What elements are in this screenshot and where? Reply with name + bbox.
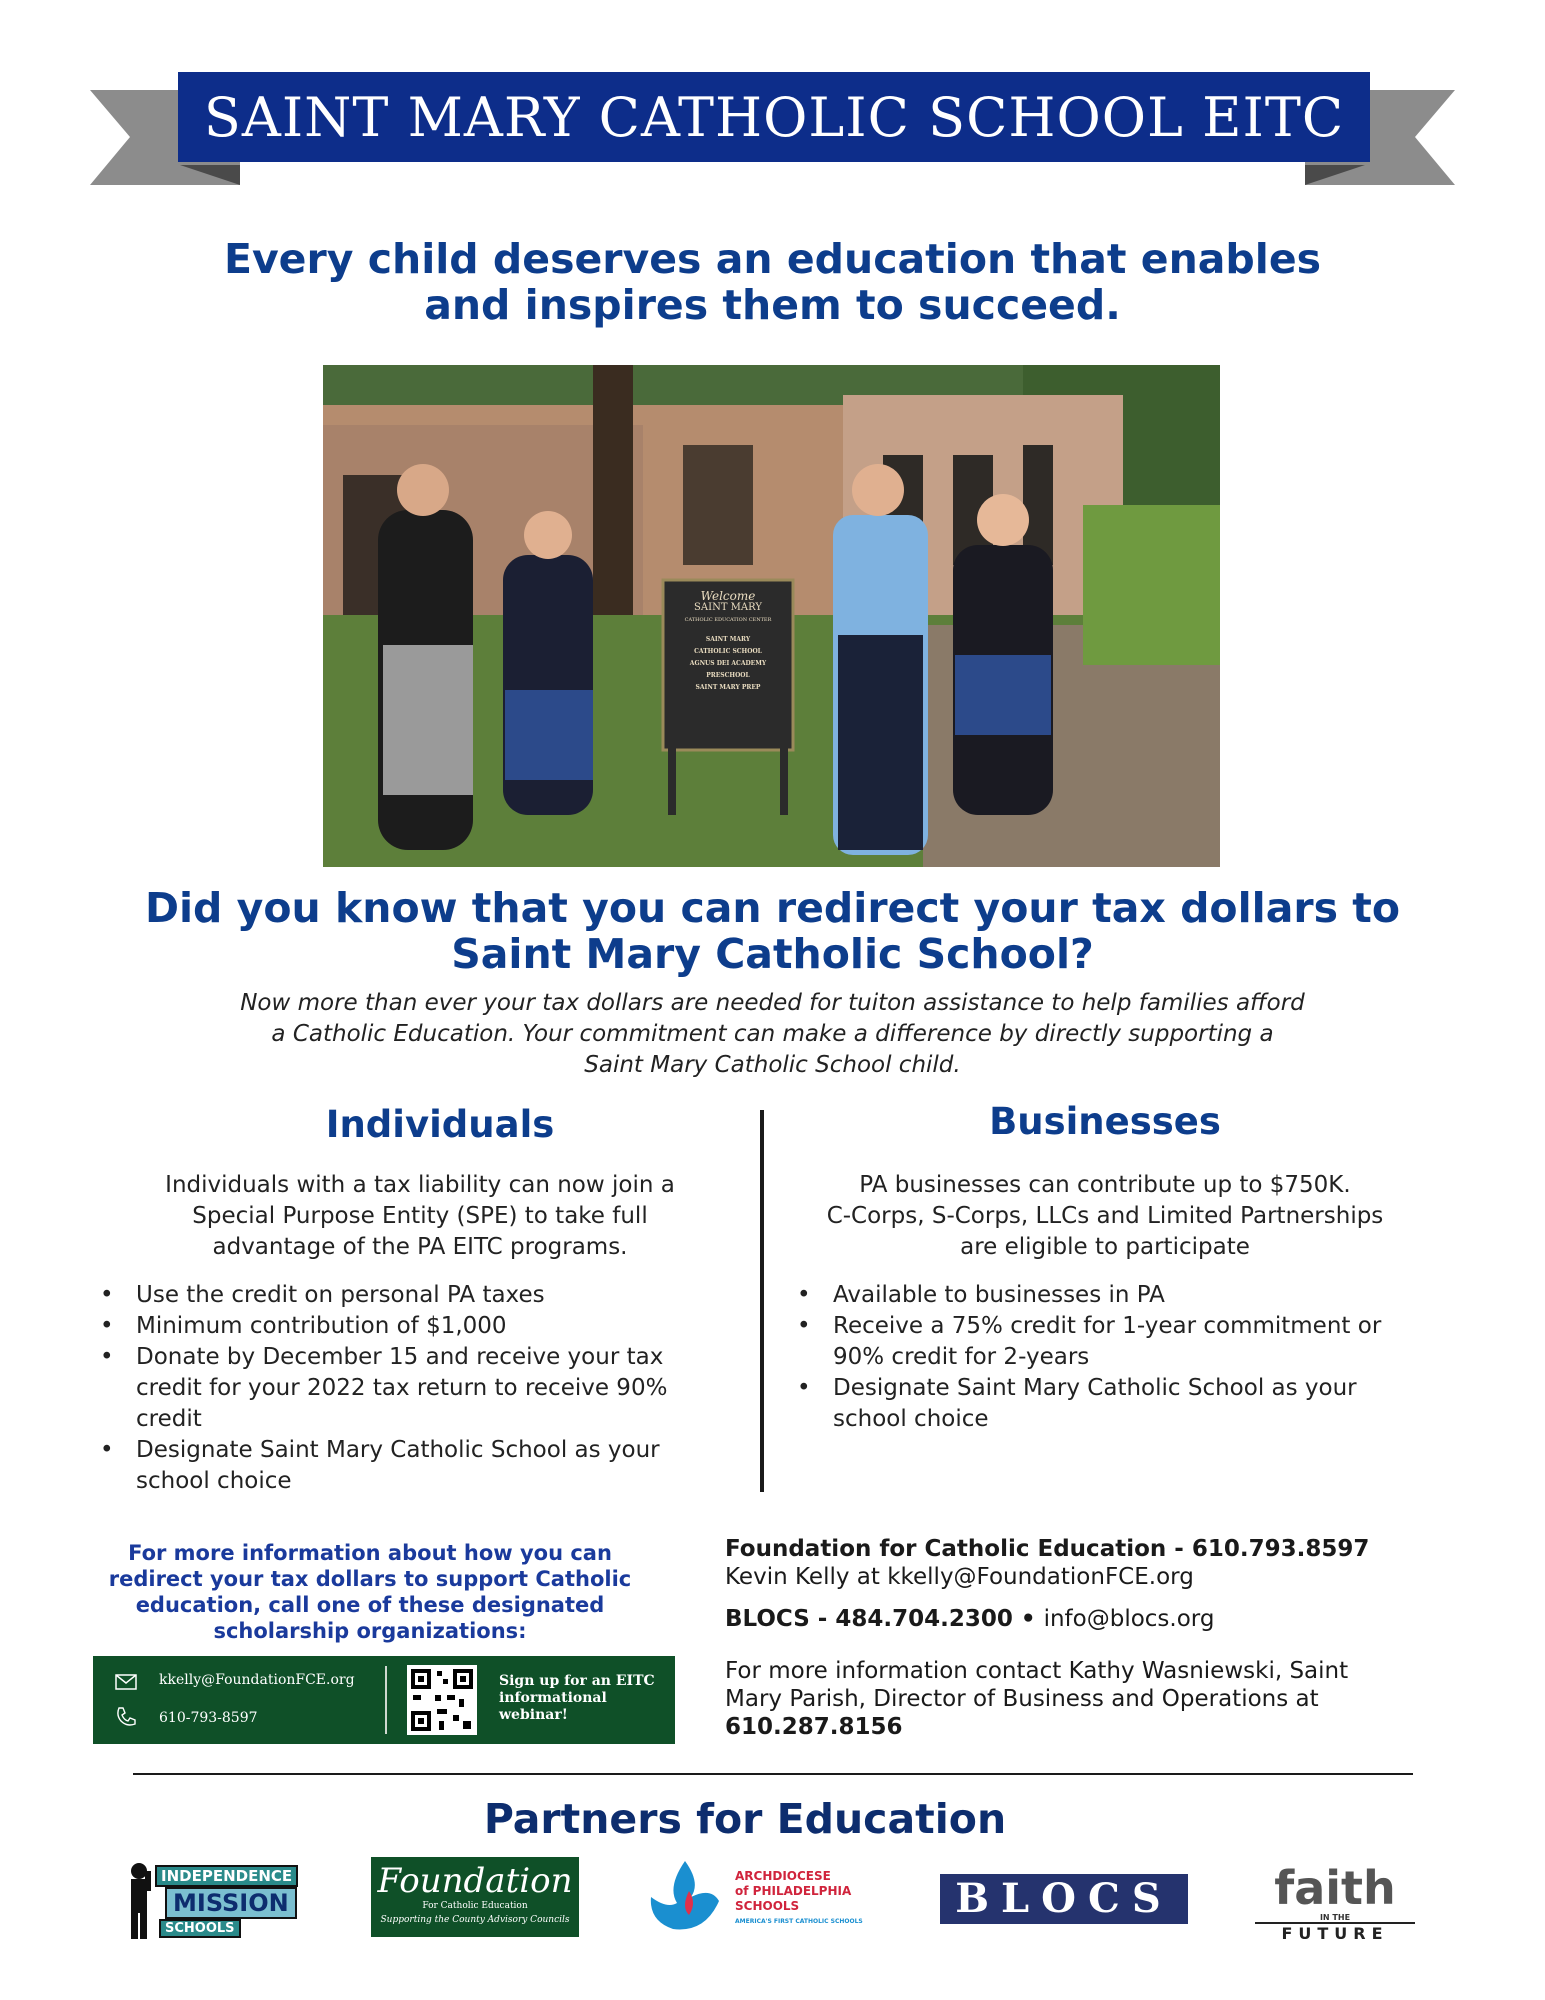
- sign-school-2: CATHOLIC SCHOOL: [694, 648, 762, 655]
- list-item: • Minimum contribution of $1,000: [96, 1311, 726, 1342]
- businesses-list: [793, 1280, 1393, 1435]
- section-divider: [133, 1773, 1413, 1775]
- qr-code-icon[interactable]: [407, 1665, 477, 1735]
- businesses-text: PA businesses can contribute up to $750K. C-Corps, S-Corps, LLCs and Limited Partnerships are eligible to participate: [826, 1172, 1384, 1260]
- individuals-text: Individuals with a tax liability can now join a Special Purpose Entity (SPE) to take full advantage of the PA EITC programs.: [165, 1172, 675, 1260]
- list-item: • Designate Saint Mary Catholic School as your school choice: [96, 1435, 726, 1497]
- list-item: • Receive a 75% credit for 1-year commitment or 90% credit for 2-years: [793, 1311, 1393, 1373]
- child-silhouette-icon: [125, 1861, 157, 1941]
- list-item: • Available to businesses in PA: [793, 1280, 1393, 1311]
- parish-phone[interactable]: 610.287.8156: [725, 1714, 903, 1740]
- individuals-list: [96, 1280, 726, 1497]
- fce-line: Foundation for Catholic Education - 610.793.8597: [725, 1536, 1370, 1562]
- individuals-title: Individuals: [325, 1103, 555, 1146]
- box-divider: [385, 1666, 387, 1734]
- more-info-text: For more information about how you can redirect your tax dollars to support Catholic education, call one of these designated scholarship organizations:: [108, 1541, 632, 1643]
- sign-academy-2: PRESCHOOL: [706, 672, 750, 679]
- blocs-line: BLOCS - 484.704.2300 • info@blocs.org: [725, 1606, 1215, 1632]
- phone-icon: [115, 1706, 137, 1728]
- column-divider: [760, 1110, 764, 1492]
- question-headline: Did you know that you can redirect your tax dollars to Saint Mary Catholic School?: [144, 884, 1401, 978]
- fce-phone[interactable]: 610.793.8597: [1191, 1536, 1370, 1562]
- sign-school-1: SAINT MARY: [705, 636, 751, 643]
- partners-title: Partners for Education: [483, 1795, 1007, 1843]
- foundation-logo: Foundation For Catholic Education Supporting the County Advisory Councils: [371, 1857, 579, 1937]
- sign-welcome: Welcome: [700, 589, 756, 603]
- archdiocese-logo: ARCHDIOCESE of PHILADELPHIA SCHOOLS AMERICA'S FIRST CATHOLIC SCHOOLS: [645, 1855, 905, 1945]
- sign-center: CATHOLIC EDUCATION CENTER: [684, 617, 772, 623]
- blocs-logo: BLOCS: [940, 1874, 1188, 1924]
- list-item: • Donate by December 15 and receive your tax credit for your 2022 tax return to receive 90% credit: [96, 1342, 726, 1435]
- dove-flame-icon: [645, 1857, 725, 1937]
- parish-contact: For more information contact Kathy Wasniewski, Saint Mary Parish, Director of Business and Operations at 610.287.8156: [725, 1658, 1349, 1740]
- fce-contact: Kevin Kelly at kkelly@FoundationFCE.org: [725, 1564, 1194, 1590]
- sign-academy-1: AGNUS DEI ACADEMY: [689, 660, 767, 667]
- sign-name: SAINT MARY: [694, 602, 762, 613]
- faith-in-the-future-logo: faith IN THE FUTURE: [1255, 1855, 1415, 1945]
- webinar-box: [93, 1656, 675, 1744]
- contacts-block: [725, 1535, 1485, 1741]
- independence-mission-schools-logo: INDEPENDENCE MISSION SCHOOLS: [125, 1855, 305, 1945]
- list-item: • Use the credit on personal PA taxes: [96, 1280, 726, 1311]
- intro-text: Now more than ever your tax dollars are needed for tuiton assistance to help families afford a Catholic Education. Your commitment can make a difference by directly supporting a Saint Mary Catholic School child.: [240, 990, 1305, 1078]
- businesses-title: Businesses: [989, 1100, 1221, 1143]
- blocs-email[interactable]: info@blocs.org: [1043, 1606, 1215, 1632]
- envelope-icon: [115, 1674, 137, 1690]
- school-photo: [323, 365, 1220, 867]
- phone-number[interactable]: 610-793-8597: [159, 1710, 258, 1726]
- webinar-signup[interactable]: Sign up for an EITC informational webinar!: [499, 1673, 655, 1723]
- list-item: • Designate Saint Mary Catholic School as your school choice: [793, 1373, 1393, 1435]
- email-link[interactable]: kkelly@FoundationFCE.org: [159, 1672, 355, 1688]
- main-headline: Every child deserves an education that enables and inspires them to succeed.: [223, 235, 1322, 329]
- sign-prep: SAINT MARY PREP: [695, 684, 761, 691]
- banner-title: SAINT MARY CATHOLIC SCHOOL EITC: [178, 72, 1370, 162]
